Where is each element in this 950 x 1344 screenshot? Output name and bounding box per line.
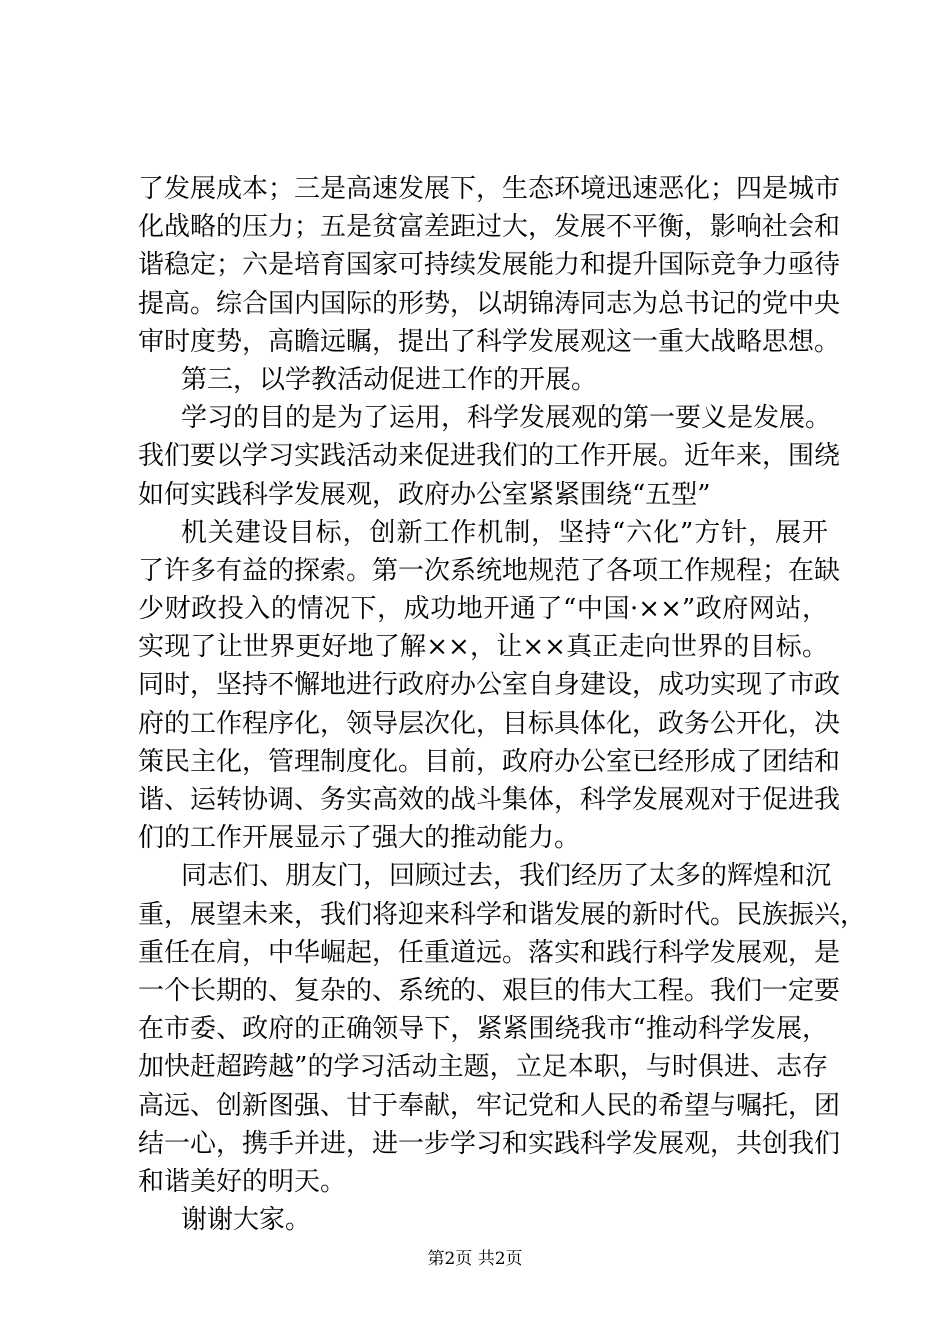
text-line: 们的工作开展显示了强大的推动能力。 <box>138 823 581 854</box>
text-line: 同时，坚持不懈地进行政府办公室自身建设，成功实现了市政 <box>138 670 841 701</box>
page-number-footer: 第2页 共2页 <box>427 1249 523 1269</box>
text-line: 谐、运转协调、务实高效的战斗集体，科学发展观对于促进我 <box>138 785 841 815</box>
text-line: 和谐美好的明天。 <box>138 1166 347 1197</box>
text-line: 一个长期的、复杂的、系统的、艰巨的伟大工程。我们一定要 <box>138 975 841 1006</box>
text-line: 我们要以学习实践活动来促进我们的工作开展。近年来，围绕 <box>138 441 841 472</box>
text-line: 谐稳定；六是培育国家可持续发展能力和提升国际竞争力亟待 <box>138 250 841 281</box>
text-line: 学习的目的是为了运用，科学发展观的第一要义是发展。 <box>181 403 832 434</box>
text-line: 同志们、朋友门，回顾过去，我们经历了太多的辉煌和沉 <box>181 861 832 892</box>
text-line: 在市委、政府的正确领导下，紧紧围绕我市“推动科学发展， <box>138 1014 828 1045</box>
text-line: 机关建设目标，创新工作机制，坚持“六化”方针，展开 <box>181 517 828 548</box>
text-line: 审时度势，高瞻远瞩，提出了科学发展观这一重大战略思想。 <box>138 326 841 357</box>
text-line: 了许多有益的探索。第一次系统地规范了各项工作规程；在缺 <box>138 555 841 586</box>
section-heading: 第三，以学教活动促进工作的开展。 <box>181 364 598 395</box>
text-line: 实现了让世界更好地了解××，让××真正走向世界的目标。 <box>138 632 828 663</box>
text-line: 结一心，携手并进，进一步学习和实践科学发展观，共创我们 <box>138 1128 841 1159</box>
text-line: 重，展望未来，我们将迎来科学和谐发展的新时代。民族振兴， <box>138 899 867 930</box>
text-line: 化战略的压力；五是贫富差距过大，发展不平衡，影响社会和 <box>138 212 841 243</box>
text-line: 如何实践科学发展观，政府办公室紧紧围绕“五型” <box>138 479 711 510</box>
text-line: 了发展成本；三是高速发展下，生态环境迅速恶化；四是城市 <box>138 174 841 204</box>
text-line: 重任在肩，中华崛起，任重道远。落实和践行科学发展观，是 <box>138 937 841 968</box>
document-body <box>138 170 867 1239</box>
text-line: 加快赶超跨越”的学习活动主题，立足本职，与时俱进、志存 <box>138 1052 828 1083</box>
text-line: 策民主化，管理制度化。目前，政府办公室已经形成了团结和 <box>138 746 841 777</box>
text-line: 高远、创新图强、甘于奉献，牢记党和人民的希望与嘱托，团 <box>138 1090 841 1121</box>
text-line: 提高。综合国内国际的形势，以胡锦涛同志为总书记的党中央 <box>138 288 841 319</box>
text-line: 少财政投入的情况下，成功地开通了“中国·××”政府网站， <box>138 594 828 625</box>
text-line: 府的工作程序化，领导层次化，目标具体化，政务公开化，决 <box>138 708 841 739</box>
closing-line: 谢谢大家。 <box>181 1205 312 1236</box>
